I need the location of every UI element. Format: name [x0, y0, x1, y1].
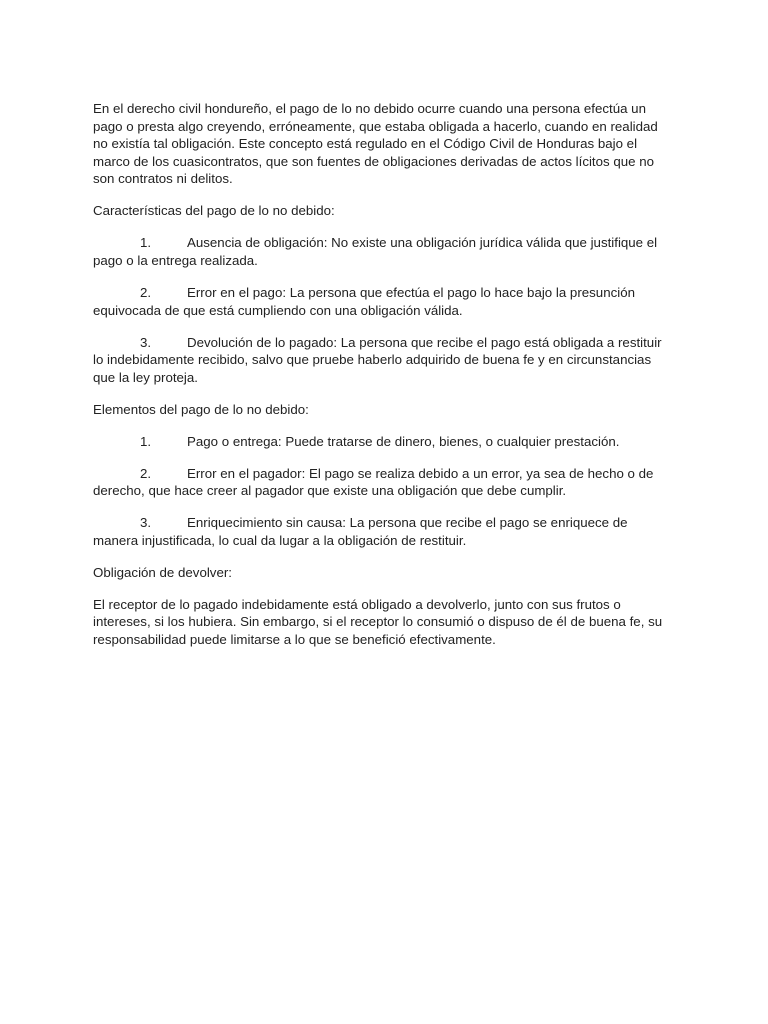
obligacion-heading: Obligación de devolver: — [93, 564, 232, 580]
list-item-text: Devolución de lo pagado: La persona que recibe el pago está obligada a restituir lo indebidamente recibido, salvo que pruebe haberlo adquirido de buena fe y en circunstancias que la ley proteja. — [93, 334, 662, 385]
elementos-heading: Elementos del pago de lo no debido: — [93, 401, 309, 417]
list-number: 1. — [140, 235, 152, 251]
list-number: 3. — [140, 515, 152, 531]
list-number: 1. — [140, 433, 152, 449]
list-item-text: Pago o entrega: Puede tratarse de dinero, bienes, o cualquier prestación. — [187, 433, 620, 449]
list-item-text: Enriquecimiento sin causa: La persona que recibe el pago se enriquece de manera injustificada, lo cual da lugar a la obligación de restituir. — [93, 515, 628, 548]
list-number: 2. — [140, 465, 152, 481]
elemento-item-1 — [93, 433, 675, 451]
caracteristica-item-3 — [93, 334, 675, 387]
list-item-text: Error en el pago: La persona que efectúa el pago lo hace bajo la presunción equivocada de que está cumpliendo con una obligación válida. — [93, 284, 635, 318]
caracteristicas-heading: Características del pago de lo no debido: — [93, 203, 335, 219]
list-number: 3. — [140, 334, 152, 350]
caracteristica-item-1 — [93, 234, 675, 269]
elemento-item-3 — [93, 514, 675, 549]
caracteristica-item-2 — [93, 284, 675, 319]
list-item-text: Ausencia de obligación: No existe una obligación jurídica válida que justifique el pago o la entrega realizada. — [93, 235, 658, 268]
obligacion-paragraph: El receptor de lo pagado indebidamente está obligado a devolverlo, junto con sus frutos o intereses, si los hubiera. Sin embargo, si el receptor lo consumió o dispuso de él de buena fe, su responsabilidad puede limitarse a lo que se benefició efectivamente. — [93, 596, 663, 647]
intro-paragraph: En el derecho civil hondureño, el pago de lo no debido ocurre cuando una persona efectúa un pago o presta algo creyendo, erróneamente, que estaba obligada a hacerlo, cuando en realidad no existía tal obligación. Este concepto está regulado en el Código Civil de Honduras bajo el marco de los cuasicontratos, que son fuentes de obligaciones derivadas de actos lícitos que no son contratos ni delitos. — [93, 101, 658, 187]
document-body — [93, 100, 675, 663]
list-item-text: Error en el pagador: El pago se realiza debido a un error, ya sea de hecho o de derecho, que hace creer al pagador que existe una obligación que debe cumplir. — [93, 465, 654, 499]
list-number: 2. — [140, 284, 152, 300]
elemento-item-2 — [93, 465, 675, 500]
